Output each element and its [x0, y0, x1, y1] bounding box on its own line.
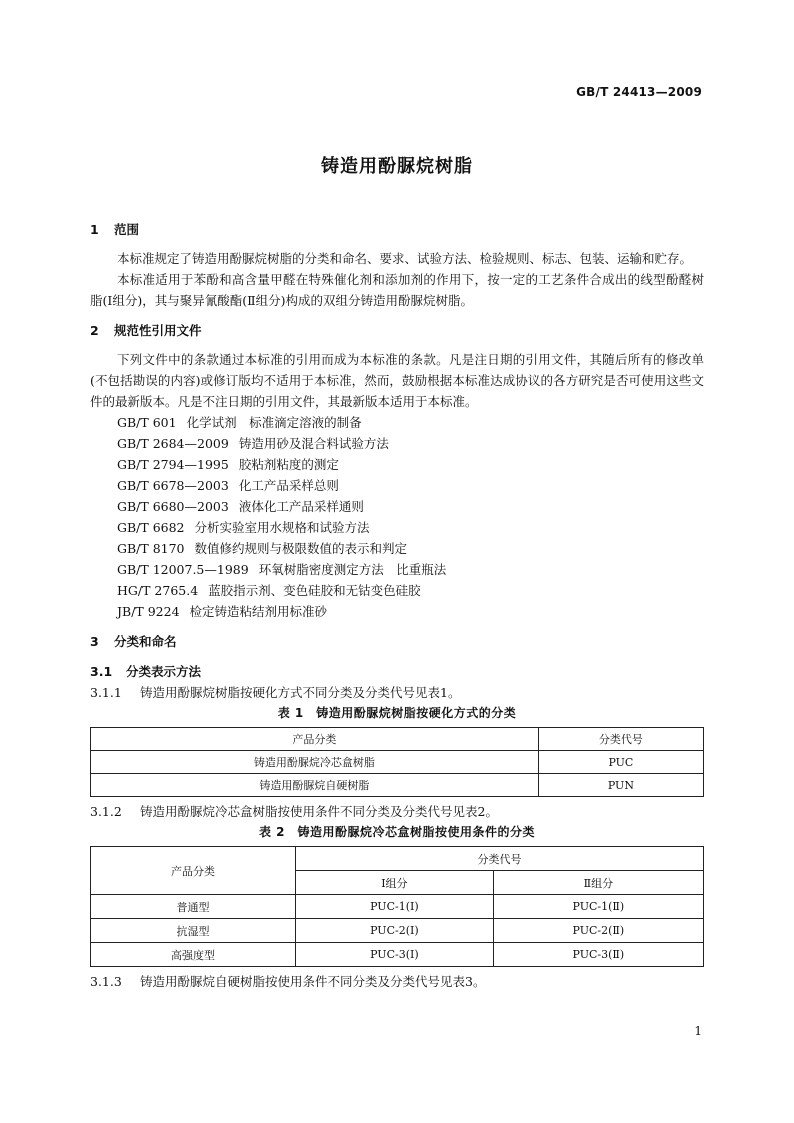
reference-code: GB/T 8170	[117, 541, 185, 556]
section-number: 2	[90, 323, 99, 338]
table-cell: 铸造用酚脲烷自硬树脂	[91, 774, 539, 797]
clause-text: 铸造用酚脲烷冷芯盒树脂按使用条件不同分类及分类代号见表2。	[140, 804, 498, 819]
table-cell: PUC-3(Ⅰ)	[296, 943, 494, 967]
reference-item	[90, 559, 704, 580]
reference-code: HG/T 2765.4	[117, 583, 199, 598]
table-row	[91, 919, 704, 943]
reference-code: GB/T 6680—2003	[117, 499, 229, 514]
table-row	[91, 895, 704, 919]
table-header-row	[91, 847, 704, 871]
clause-3-1-3	[90, 971, 704, 992]
clause-3-1-1	[90, 682, 704, 703]
section-1-heading	[90, 220, 704, 240]
table-header-row	[91, 728, 704, 751]
reference-title: 分析实验室用水规格和试验方法	[194, 520, 370, 535]
reference-item	[90, 517, 704, 538]
table-2	[90, 846, 704, 967]
table-header-cell: Ⅰ组分	[296, 871, 494, 895]
section-title: 分类和命名	[114, 634, 177, 649]
table-cell: PUC-3(Ⅱ)	[493, 943, 703, 967]
table-row	[91, 943, 704, 967]
reference-code: GB/T 2794—1995	[117, 457, 229, 472]
reference-title: 环氧树脂密度测定方法 比重瓶法	[258, 562, 447, 577]
reference-code: GB/T 12007.5—1989	[117, 562, 249, 577]
reference-item	[90, 433, 704, 454]
table-2-caption: 表 2 铸造用酚脲烷冷芯盒树脂按使用条件的分类	[258, 825, 536, 839]
section-number: 3	[90, 634, 99, 649]
reference-item	[90, 475, 704, 496]
table-cell: PUC-1(Ⅱ)	[493, 895, 703, 919]
reference-title: 检定铸造粘结剂用标准砂	[189, 604, 328, 619]
reference-code: GB/T 601	[117, 415, 177, 430]
table-cell: PUC-1(Ⅰ)	[296, 895, 494, 919]
section-2-heading	[90, 321, 704, 341]
table-cell: PUC-2(Ⅰ)	[296, 919, 494, 943]
reference-title: 化工产品采样总则	[238, 478, 339, 493]
document-title: 铸造用酚脲烷树脂	[321, 156, 473, 177]
clause-text: 铸造用酚脲烷自硬树脂按使用条件不同分类及分类代号见表3。	[140, 974, 486, 989]
table-header-cell: Ⅱ组分	[493, 871, 703, 895]
subsection-title: 分类表示方法	[126, 664, 202, 679]
subsection-3-1-heading	[90, 662, 704, 682]
reference-title: 蓝胶指示剂、变色硅胶和无钴变色硅胶	[208, 583, 421, 598]
table-cell: 高强度型	[91, 943, 296, 967]
page-number: 1	[694, 1024, 702, 1038]
reference-item	[90, 412, 704, 433]
scope-paragraph: 本标准规定了铸造用酚脲烷树脂的分类和命名、要求、试验方法、检验规则、标志、包装、运输和贮存。	[117, 251, 693, 266]
table-header-cell: 分类代号	[296, 847, 704, 871]
table-header-cell: 分类代号	[538, 728, 703, 751]
reference-item	[90, 496, 704, 517]
references-intro: 下列文件中的条款通过本标准的引用而成为本标准的条款。凡是注日期的引用文件，其随后所有的修改单(不包括勘误的内容)或修订版均不适用于本标准，然而，鼓励根据本标准达成协议的各方研究是否可使用这些文件的最新版本。凡是不注日期的引用文件，其最新版本适用于本标准。	[90, 352, 704, 409]
table-cell: 铸造用酚脲烷冷芯盒树脂	[91, 751, 539, 774]
table-row	[91, 751, 704, 774]
reference-title: 化学试剂 标准滴定溶液的制备	[186, 415, 362, 430]
reference-list	[90, 412, 704, 622]
standard-number: GB/T 24413—2009	[576, 85, 702, 99]
table-cell: PUC	[538, 751, 703, 774]
table-header-cell: 产品分类	[91, 847, 296, 895]
document-body	[90, 220, 704, 992]
section-3-heading	[90, 632, 704, 652]
reference-title: 数值修约规则与极限数值的表示和判定	[194, 541, 408, 556]
clause-number: 3.1.2	[90, 804, 122, 819]
section-title: 规范性引用文件	[114, 323, 202, 338]
reference-item	[90, 580, 704, 601]
clause-number: 3.1.3	[90, 974, 122, 989]
scope-paragraph: 本标准适用于苯酚和高含量甲醛在特殊催化剂和添加剂的作用下，按一定的工艺条件合成出的线型酚醛树脂(Ⅰ组分)，其与聚异氰酸酯(Ⅱ组分)构成的双组分铸造用酚脲烷树脂。	[90, 272, 704, 308]
reference-title: 胶粘剂粘度的测定	[238, 457, 339, 472]
table-cell: 抗湿型	[91, 919, 296, 943]
reference-title: 铸造用砂及混合料试验方法	[238, 436, 389, 451]
section-title: 范围	[114, 222, 140, 237]
clause-3-1-2	[90, 801, 704, 822]
reference-code: GB/T 2684—2009	[117, 436, 229, 451]
table-cell: PUC-2(Ⅱ)	[493, 919, 703, 943]
clause-number: 3.1.1	[90, 685, 122, 700]
reference-code: GB/T 6678—2003	[117, 478, 229, 493]
reference-item	[90, 454, 704, 475]
table-cell: PUN	[538, 774, 703, 797]
table-header-cell: 产品分类	[91, 728, 539, 751]
table-row	[91, 774, 704, 797]
clause-text: 铸造用酚脲烷树脂按硬化方式不同分类及分类代号见表1。	[140, 685, 461, 700]
table-1	[90, 727, 704, 797]
reference-title: 液体化工产品采样通则	[238, 499, 364, 514]
reference-code: JB/T 9224	[117, 604, 180, 619]
reference-item	[90, 601, 704, 622]
table-1-caption: 表 1 铸造用酚脲烷树脂按硬化方式的分类	[277, 706, 517, 720]
section-number: 1	[90, 222, 99, 237]
table-cell: 普通型	[91, 895, 296, 919]
reference-code: GB/T 6682	[117, 520, 185, 535]
subsection-number: 3.1	[90, 664, 113, 679]
reference-item	[90, 538, 704, 559]
